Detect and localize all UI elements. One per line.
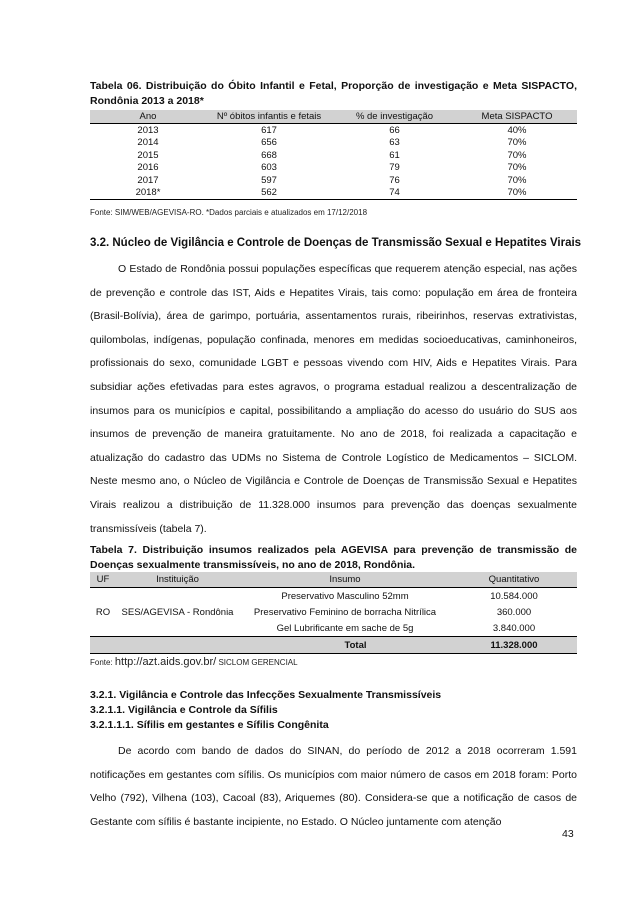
table-cell: 562 [206, 187, 332, 200]
table6 [90, 110, 577, 200]
paragraph-text: O Estado de Rondônia possui populações específicas que requerem atenção especial, nas ações de prevenção e controle das IST, Aids e Hepatites Virais, tais como: população em área de fronteira (Brasil-Bolívia), área de garimpo, portuária, assentamentos rurais, ribeirinhos, reservas extrativistas, quilombolas, indígenas, população confinada, menores em medidas socioeducativas, caminhoneiros, profissionais do sexo, comunidade LGBT e pessoas vivendo com HIV, Aids e Hepatites Virais. Para subsidiar ações efetivadas para estes agravos, o programa estadual realizou a descentralização de insumos para os municípios e capital, possibilitando a ampliação do acesso do usuário do SUS aos insumos de prevenção de maneira gratuitamente. No ano de 2018, foi realizada a capacitação e atualização do cadastro das UDMs no Sistema de Controle Logístico de Medicamentos – SICLOM. Neste mesmo ano, o Núcleo de Vigilância e Controle de Doenças de Transmissão Sexual e Hepatites Virais realizou a distribuição de 11.328.000 insumos para prevenção das doenças sexualmente transmissíveis (tabela 7). [90, 263, 577, 535]
table-cell: 66 [389, 124, 400, 136]
table-cell: 10.584.000 [490, 590, 538, 602]
table6-header-ano: Ano [90, 110, 206, 124]
table-cell: 70% [507, 137, 527, 149]
table-cell: 61 [389, 149, 400, 161]
table7-header-instituicao: Instituição [116, 572, 239, 588]
table6-header-meta: Meta SISPACTO [457, 110, 577, 124]
table-row [90, 162, 577, 175]
table7-header-uf: UF [90, 572, 116, 588]
table7-caption: Tabela 7. Distribuição insumos realizados pela AGEVISA para prevenção de transmissão de Doenças sexualmente transmissíveis, no ano de 2018, Rondônia. [90, 544, 577, 571]
table7-header-quantitativo: Quantitativo [451, 572, 577, 588]
table-row [90, 124, 577, 137]
table7-total-label: Total [90, 637, 451, 654]
page-number: 43 [562, 828, 574, 840]
table-cell: 70% [507, 149, 527, 161]
table-cell: 2017 [137, 174, 159, 186]
table-cell: 70% [507, 174, 527, 186]
table7-source [90, 656, 298, 668]
source-url: http://azt.aids.gov.br/ [114, 656, 217, 668]
table-cell: 360.000 [496, 606, 532, 618]
table6-source: Fonte: SIM/WEB/AGEVISA-RO. *Dados parciais e atualizados em 17/12/2018 [90, 208, 368, 217]
section-paragraph [90, 258, 577, 541]
table-row [90, 187, 577, 200]
table-cell: 597 [261, 174, 277, 186]
table-row [90, 149, 577, 162]
subsection-32111: 3.2.1.1.1. Sífilis em gestantes e Sífilis Congênita [90, 719, 329, 731]
table7-total-row [90, 637, 577, 654]
section-heading: 3.2. Núcleo de Vigilância e Controle de Doenças de Transmissão Sexual e Hepatites Virais [90, 237, 582, 249]
source-suffix: SICLOM GERENCIAL [218, 658, 298, 667]
table7-total-value: 11.328.000 [451, 637, 577, 654]
table-cell: 2016 [137, 162, 159, 174]
table-cell: 70% [507, 162, 527, 174]
table-cell: 79 [389, 162, 400, 174]
table-cell: Gel Lubrificante em sache de 5g [276, 622, 414, 634]
subsection-321: 3.2.1. Vigilância e Controle das Infecções Sexualmente Transmissíveis [90, 689, 442, 701]
table-cell: 617 [261, 124, 277, 136]
table-cell: 2018* [90, 187, 206, 200]
paragraph-text: De acordo com bando de dados do SINAN, do período de 2012 a 2018 ocorreram 1.591 notificações em gestantes com sífilis. Os municípios com maior número de casos em 2018 foram: Porto Velho (792), Vilhena (103), Cacoal (83), Ariquemes (80). Considera-se que a notificação de casos de Gestante com sífilis é bastante incipiente, no Estado. O Núcleo juntamente com atenção [90, 745, 577, 828]
table-cell: 603 [261, 162, 277, 174]
table-cell: Preservativo Masculino 52mm [281, 590, 409, 602]
table6-header-investigacao: % de investigação [332, 110, 457, 124]
table6-header-obitos: Nº óbitos infantis e fetais [206, 110, 332, 124]
source-prefix: Fonte: [90, 658, 113, 667]
table7-header-insumo: Insumo [239, 572, 451, 588]
table-cell: 63 [389, 137, 400, 149]
table7-uf: RO [95, 606, 111, 618]
final-paragraph [90, 740, 577, 834]
table-cell: 76 [389, 174, 400, 186]
table-row [90, 174, 577, 187]
table7-instituicao: SES/AGEVISA - Rondônia [121, 606, 234, 618]
table-cell: 2014 [137, 137, 159, 149]
table-cell: 668 [261, 149, 277, 161]
table-cell: 3.840.000 [492, 622, 536, 634]
table-cell: 40% [507, 124, 527, 136]
table-cell: 656 [261, 137, 277, 149]
table7 [90, 572, 577, 654]
table-cell: 2015 [137, 149, 159, 161]
table-cell: 74 [332, 187, 457, 200]
table-row [90, 137, 577, 150]
table-cell: 2013 [137, 124, 159, 136]
table-row [90, 588, 577, 605]
table-cell: 70% [457, 187, 577, 200]
table6-caption: Tabela 06. Distribuição do Óbito Infantil e Fetal, Proporção de investigação e Meta SISPACTO, Rondônia 2013 a 2018* [90, 80, 577, 107]
subsection-3211: 3.2.1.1. Vigilância e Controle da Sífilis [90, 704, 278, 716]
table-cell: Preservativo Feminino de borracha Nitrílica [253, 606, 437, 618]
